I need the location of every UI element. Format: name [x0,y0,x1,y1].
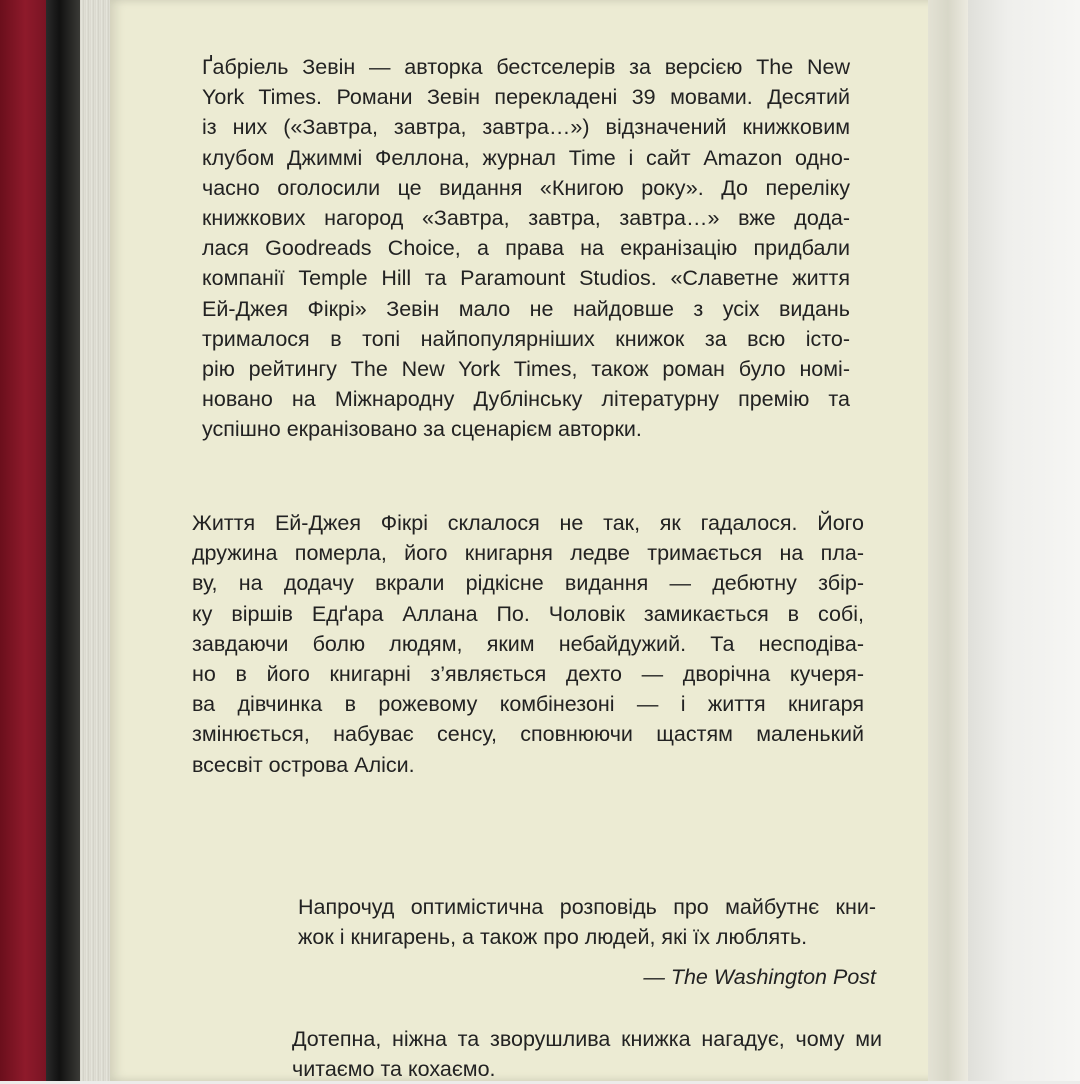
bio-line: трималося в топі найпопулярніших книжок за всю істо- [202,326,850,351]
synopsis-line: Життя Ей-Джея Фікрі склалося не так, як гадалося. Його [192,511,864,535]
synopsis-line: ку віршів Едґара Аллана По. Чоловік замикається в собі, [192,601,864,626]
synopsis-line: дружина померла, його книгарня ледве тримається на пла- [192,541,864,566]
quote-line: Напрочуд оптимістична розповідь про майбутнє кни- [298,895,876,919]
quote-line: Дотепна, ніжна та зворушлива книжка нагадує, чому ми [292,1027,882,1051]
synopsis-line: ва дівчинка в рожевому комбінезоні — і життя книгаря [192,692,864,717]
book-cover-dark-edge [46,0,80,1081]
quote-line: читаємо та кохаємо. [292,1057,496,1082]
bio-line: Ей-Джея Фікрі» Зевін мало не найдовше з усіх видань [202,296,850,321]
book-right-edge [928,0,968,1081]
synopsis-line: но в його книгарні з’являється дехто — дворічна кучеря- [192,662,864,687]
bio-line: часно оголосили це видання «Книгою року». До переліку [202,175,850,200]
synopsis-line: всесвіт острова Аліси. [192,752,415,777]
bio-line: компанії Temple Hill та Paramount Studios. «Славетне життя [202,266,850,291]
background-surface [960,0,1080,1081]
bio-line: Ґабріель Зевін — авторка бестселерів за версією The New [202,55,850,79]
review-quote-1-source: — The Washington Post [643,965,876,989]
bio-line: книжкових нагород «Завтра, завтра, завтра…» вже дода- [202,206,850,231]
bio-line: York Times. Романи Зевін перекладені 39 мовами. Десятий [202,85,850,110]
synopsis-line: ву, на додачу вкрали рідкісне видання — дебютну збір- [192,571,864,596]
book-cover-red-edge [0,0,46,1081]
author-bio [202,52,850,445]
bio-line: із них («Завтра, завтра, завтра…») відзначений книжковим [202,115,850,140]
synopsis-line: завдаючи болю людям, яким небайдужий. Та несподіва- [192,631,864,656]
quote-line: жок і книгарень, а також про людей, які їх люблять. [298,925,808,950]
synopsis-line: змінюється, набуває сенсу, сповнюючи щастям маленький [192,722,864,747]
review-quote-2 [292,1024,882,1084]
bio-line: рію рейтингу The New York Times, також роман було номі- [202,357,850,382]
bio-line: лася Goodreads Choice, а права на екранізацію придбали [202,236,850,261]
review-quote-1 [298,892,876,952]
bio-line: клубом Джиммі Феллона, журнал Time і сайт Amazon одно- [202,145,850,170]
bio-line: новано на Міжнародну Дублінську літературну премію та [202,387,850,412]
bio-line: успішно екранізовано за сценарієм авторки. [202,417,642,442]
synopsis [192,508,864,780]
